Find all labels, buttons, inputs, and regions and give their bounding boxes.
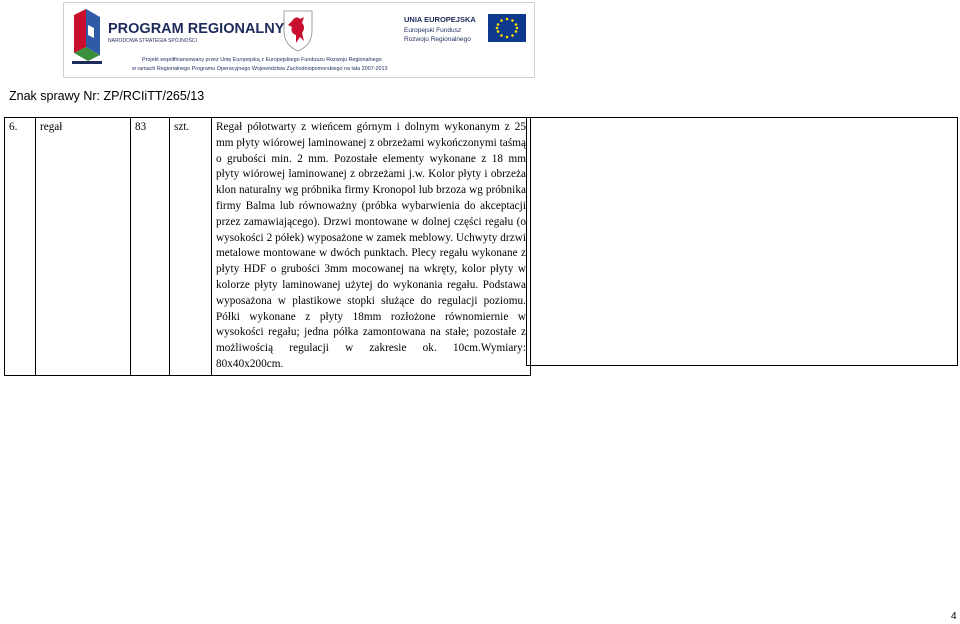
eu-fund-line1: Europejski Fundusz	[404, 27, 462, 34]
program-regionalny-logo-icon	[72, 9, 102, 64]
griffin-crest-icon	[284, 11, 312, 51]
eu-title: UNIA EUROPEJSKA	[404, 15, 476, 24]
empty-table-column	[526, 117, 958, 366]
item-unit: szt.	[170, 118, 212, 376]
item-description: Regał półotwarty z wieńcem górnym i dolnym wykonanym z 25 mm płyty wiórowej laminowanej z obrzeżami wykończonymi taśmą o grubości min. 2 mm. Pozostałe elementy wykonane z 18 mm płyty wiórowej laminowanej z obrzeżami j.w. Kolor płyty i obrzeża klon naturalny wg próbnika firmy Kronopol lub brzoza wg próbnika firmy Balma lub równoważny (próbka wybarwienia do akceptacji przez zamawiającego). Drzwi montowane w dolnej części regału (o wysokości 2 półek) wyposażone w zamek meblowy. Uchwyty drzwi metalowe montowane w dwóch punktach. Plecy regału wykonane z płyty HDF o grubości 3mm mocowanej na wkręty, kolor płyty w kolorze płyty laminowanej użytej do wykonania regału. Podstawa wyposażona w plastikowe stopki służące do regulacji poziomu. Półki wykonane z płyty 18mm rozłożone równomiernie w wysokości regału; jedna półka zamontowana na stałe; pozostałe z możliwością regulacji w zakresie ok. 10cm.Wymiary: 80x40x200cm.	[212, 118, 531, 376]
program-subtitle: NARODOWA STRATEGIA SPÓJNOŚCI	[108, 38, 197, 44]
page-number: 4	[951, 611, 957, 622]
header-banner	[63, 2, 535, 78]
eu-fund-line2: Rozwoju Regionalnego	[404, 36, 471, 43]
table-row	[5, 118, 531, 376]
specification-table	[4, 117, 531, 376]
case-reference-number: Znak sprawy Nr: ZP/RCIiTT/265/13	[9, 89, 205, 103]
program-title: PROGRAM REGIONALNY	[108, 21, 285, 37]
item-quantity: 83	[131, 118, 170, 376]
item-name: regał	[36, 118, 131, 376]
item-number: 6.	[5, 118, 36, 376]
cofinancing-line2: w ramach Regionalnego Programu Operacyjnego Województwa Zachodniopomorskiego na lata 2007-2013	[132, 66, 388, 72]
eu-flag-icon	[488, 14, 526, 42]
cofinancing-line1: Projekt współfinansowany przez Unię Europejską z Europejskiego Funduszu Rozwoju Regionalnego	[142, 57, 382, 63]
